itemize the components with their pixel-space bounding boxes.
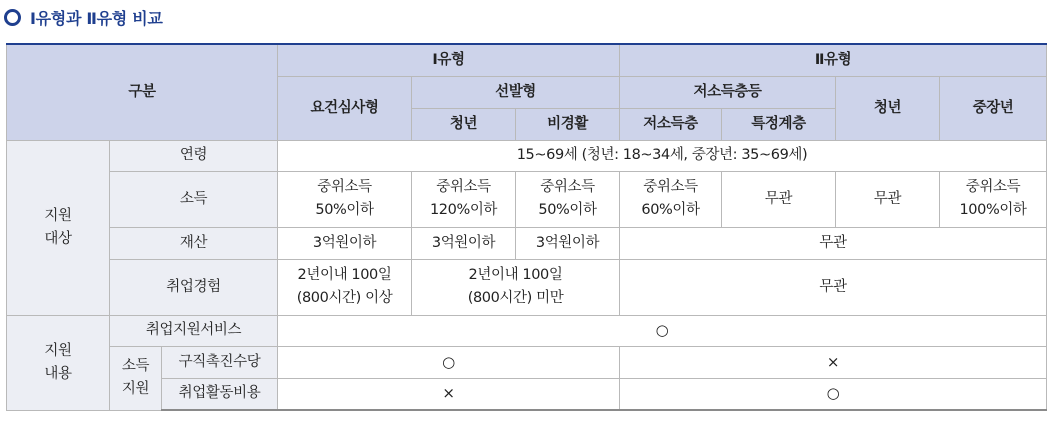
group-content: 지원 내용 [7, 315, 110, 410]
seek-cell: ○ [278, 346, 620, 378]
row-label-work: 취업경험 [110, 259, 278, 315]
comparison-table [6, 43, 1047, 411]
income-cell: 무관 [836, 171, 940, 227]
header-low-income: 저소득층등 [620, 76, 836, 108]
circle-bullet-icon [4, 9, 21, 26]
row-label-service: 취업지원서비스 [110, 315, 278, 346]
asset-cell: 3억원이하 [278, 227, 412, 259]
income-cell: 중위소득 100%이하 [940, 171, 1047, 227]
work-cell: 무관 [620, 259, 1047, 315]
group-target: 지원 대상 [7, 140, 110, 315]
header-middle-age: 중장년 [940, 76, 1047, 140]
header-special: 특정계층 [722, 108, 836, 140]
income-cell: 중위소득 60%이하 [620, 171, 722, 227]
row-label-age: 연령 [110, 140, 278, 171]
section-heading [4, 6, 163, 28]
income-cell: 중위소득 120%이하 [412, 171, 516, 227]
header-youth: 청년 [836, 76, 940, 140]
asset-cell: 3억원이하 [412, 227, 516, 259]
row-label-income-support: 소득 지원 [110, 346, 162, 410]
asset-cell: 무관 [620, 227, 1047, 259]
income-cell: 중위소득 50%이하 [516, 171, 620, 227]
work-cell: 2년이내 100일 (800시간) 이상 [278, 259, 412, 315]
header-seonbal: 선발형 [412, 76, 620, 108]
asset-cell: 3억원이하 [516, 227, 620, 259]
row-label-seek: 구직촉진수당 [162, 346, 278, 378]
row-label-asset: 재산 [110, 227, 278, 259]
activity-cell: ○ [620, 378, 1047, 410]
income-cell: 무관 [722, 171, 836, 227]
header-gubun: 구분 [7, 44, 278, 140]
header-bigyeong: 비경활 [516, 108, 620, 140]
service-value: ○ [278, 315, 1047, 346]
work-cell: 2년이내 100일 (800시간) 미만 [412, 259, 620, 315]
activity-cell: × [278, 378, 620, 410]
row-label-activity: 취업활동비용 [162, 378, 278, 410]
row-label-income: 소득 [110, 171, 278, 227]
header-type2: Ⅱ유형 [620, 44, 1047, 76]
header-cheong: 청년 [412, 108, 516, 140]
income-cell: 중위소득 50%이하 [278, 171, 412, 227]
age-value: 15~69세 (청년: 18~34세, 중장년: 35~69세) [278, 140, 1047, 171]
header-jeoso: 저소득층 [620, 108, 722, 140]
header-type1: Ⅰ유형 [278, 44, 620, 76]
seek-cell: × [620, 346, 1047, 378]
header-yogeon: 요건심사형 [278, 76, 412, 140]
heading-text: Ⅰ유형과 Ⅱ유형 비교 [30, 8, 163, 28]
